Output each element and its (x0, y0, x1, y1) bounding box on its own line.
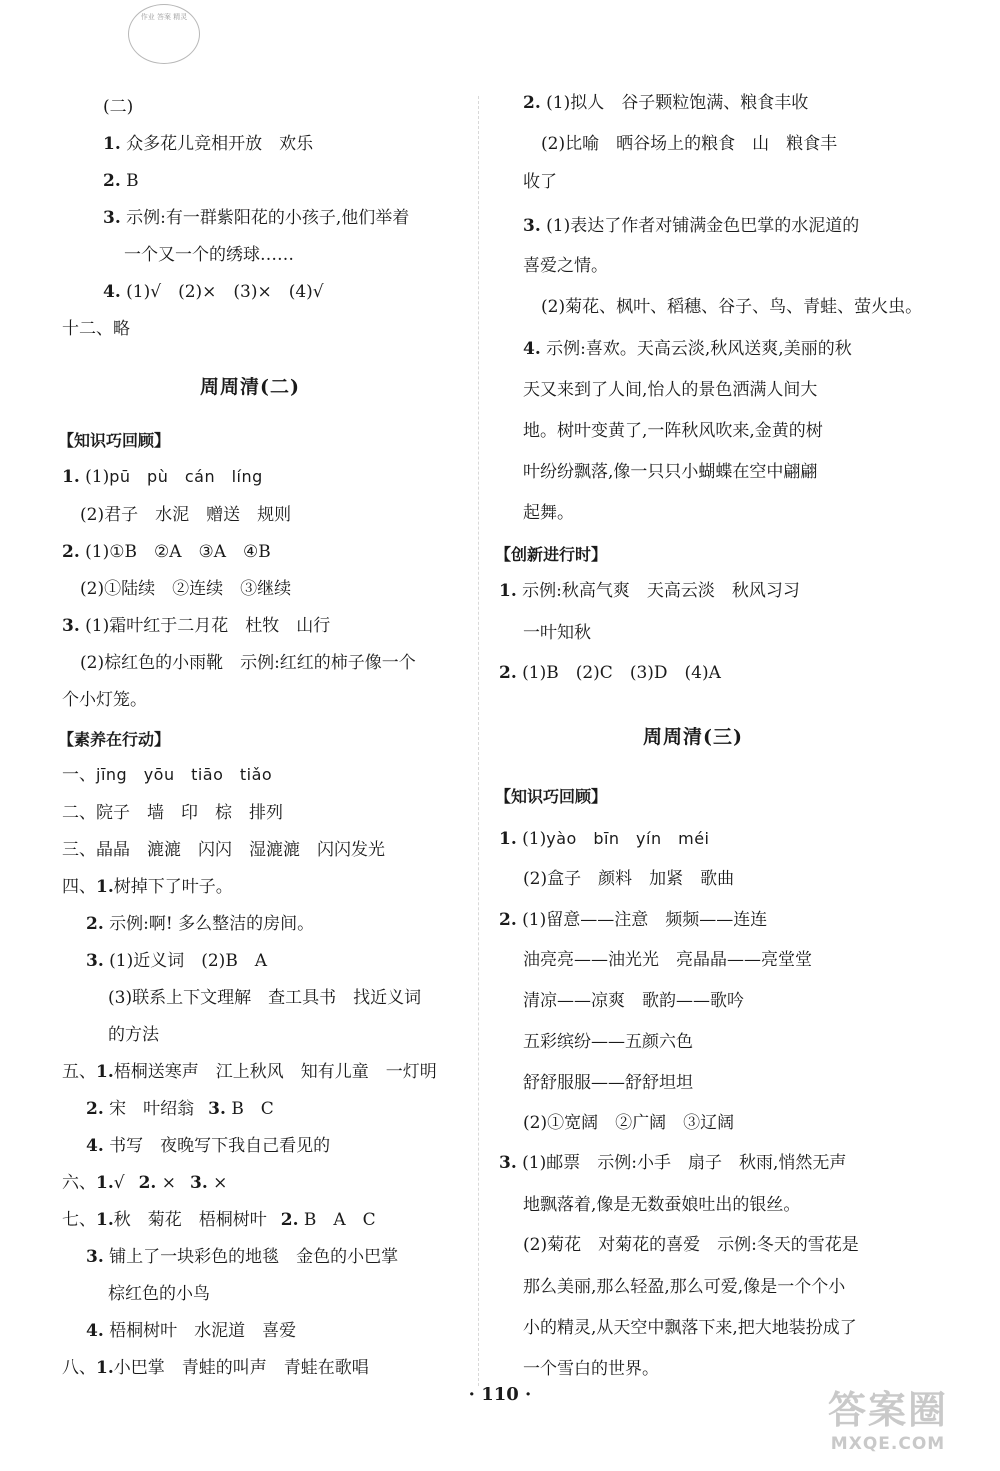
answer-line: 2. (1)①B ②A ③A ④B (62, 542, 271, 562)
section-heading: 【知识巧回顾】 (495, 787, 608, 806)
section-heading: 【素养在行动】 (58, 730, 171, 749)
section-title: 周周清(二) (200, 376, 300, 398)
answer-line: 二、院子 墙 印 棕 排列 (62, 803, 283, 823)
watermark-logo: 答案圈 MXQE.COM (827, 1388, 948, 1454)
answer-line: 小的精灵,从天空中飘落下来,把大地装扮成了 (523, 1318, 857, 1338)
answer-line: 2. B (103, 171, 139, 191)
stamp-logo: 作业 答案 精灵 (128, 4, 200, 64)
answer-line: (2)棕红色的小雨靴 示例:红红的柿子像一个 (80, 653, 416, 673)
answer-line: 2. (1)拟人 谷子颗粒饱满、粮食丰收 (523, 93, 809, 113)
answer-line: 一个雪白的世界。 (523, 1359, 659, 1379)
answer-line: 棕红色的小鸟 (108, 1284, 210, 1304)
answer-line: 1. (1)pū pù cán líng (62, 467, 263, 487)
answer-line: 油亮亮——油光光 亮晶晶——亮堂堂 (523, 950, 812, 970)
part-label: (二) (103, 97, 134, 117)
answer-line: (2)菊花 对菊花的喜爱 示例:冬天的雪花是 (523, 1235, 859, 1255)
answer-line: 4. (1)√ (2)× (3)× (4)√ (103, 282, 324, 302)
answer-line: (2)比喻 晒谷场上的粮食 山 粮食丰 (541, 134, 838, 154)
answer-line: 2. (1)B (2)C (3)D (4)A (499, 663, 721, 683)
answer-line: 3. (1)近义词 (2)B A (86, 951, 268, 971)
answer-line: 3. 示例:有一群紫阳花的小孩子,他们举着 (103, 208, 410, 228)
answer-line: 七、1.秋 菊花 梧桐树叶 2. B A C (62, 1210, 376, 1230)
answer-line: 的方法 (108, 1025, 159, 1045)
answer-line: (2)菊花、枫叶、稻穗、谷子、鸟、青蛙、萤火虫。 (541, 297, 923, 317)
answer-line: 一个又一个的绣球…… (124, 245, 294, 265)
answer-line: 4. 梧桐树叶 水泥道 喜爱 (86, 1321, 297, 1341)
answer-line: 五、1.梧桐送寒声 江上秋风 知有儿童 一灯明 (62, 1062, 437, 1082)
answer-line: 4. 示例:喜欢。天高云淡,秋风送爽,美丽的秋 (523, 339, 852, 359)
answer-line: (2)君子 水泥 赠送 规则 (80, 505, 292, 525)
answer-line: 三、晶晶 漉漉 闪闪 湿漉漉 闪闪发光 (62, 840, 385, 860)
answer-line: (3)联系上下文理解 查工具书 找近义词 (108, 988, 422, 1008)
answer-line: (2)①陆续 ②连续 ③继续 (80, 579, 292, 599)
answer-line: 1. 众多花儿竞相开放 欢乐 (103, 134, 314, 154)
section-title: 周周清(三) (643, 726, 743, 748)
answer-line: 地飘落着,像是无数蚕娘吐出的银丝。 (523, 1195, 801, 1215)
answer-line: 3. (1)表达了作者对铺满金色巴掌的水泥道的 (523, 216, 860, 236)
page-number: · 110 · (468, 1384, 532, 1405)
answer-line: 一叶知秋 (523, 623, 591, 643)
answer-line: 收了 (523, 172, 557, 192)
answer-line: 叶纷纷飘落,像一只只小蝴蝶在空中翩翩 (523, 462, 818, 482)
answer-line: 天又来到了人间,怡人的景色洒满人间大 (523, 380, 818, 400)
answer-line: 2. 宋 叶绍翁 3. B C (86, 1099, 274, 1119)
answer-line: 2. (1)留意——注意 频频——连连 (499, 910, 768, 930)
answer-line: 4. 书写 夜晚写下我自己看见的 (86, 1136, 331, 1156)
answer-line: 个小灯笼。 (62, 690, 147, 710)
answer-line: 3. 铺上了一块彩色的地毯 金色的小巴掌 (86, 1247, 399, 1267)
answer-line: 十二、略 (62, 319, 130, 339)
answer-line: 五彩缤纷——五颜六色 (523, 1032, 693, 1052)
answer-line: 3. (1)霜叶红于二月花 杜牧 山行 (62, 616, 331, 636)
answer-line: 1. 示例:秋高气爽 天高云淡 秋风习习 (499, 581, 800, 601)
answer-line: 六、1.√ 2. × 3. × (62, 1173, 228, 1193)
section-heading: 【创新进行时】 (495, 545, 608, 564)
answer-line: 四、1.树掉下了叶子。 (62, 877, 233, 897)
answer-line: 2. 示例:啊! 多么整洁的房间。 (86, 914, 315, 934)
answer-line: (2)盒子 颜料 加紧 歌曲 (523, 869, 735, 889)
answer-line: (2)①宽阔 ②广阔 ③辽阔 (523, 1113, 735, 1133)
section-heading: 【知识巧回顾】 (58, 431, 171, 450)
answer-line: 3. (1)邮票 示例:小手 扇子 秋雨,悄然无声 (499, 1153, 847, 1173)
answer-line: 起舞。 (523, 503, 574, 523)
answer-line: 地。树叶变黄了,一阵秋风吹来,金黄的树 (523, 421, 823, 441)
answer-line: 喜爱之情。 (523, 256, 608, 276)
answer-line: 1. (1)yào bīn yín méi (499, 829, 710, 849)
answer-line: 八、1.小巴掌 青蛙的叫声 青蛙在歌唱 (62, 1358, 369, 1378)
answer-line: 一、jīng yōu tiāo tiǎo (62, 765, 273, 785)
column-divider (478, 96, 479, 1386)
answer-line: 清凉——凉爽 歌韵——歌吟 (523, 991, 744, 1011)
answer-line: 那么美丽,那么轻盈,那么可爱,像是一个个小 (523, 1277, 846, 1297)
answer-line: 舒舒服服——舒舒坦坦 (523, 1073, 693, 1093)
